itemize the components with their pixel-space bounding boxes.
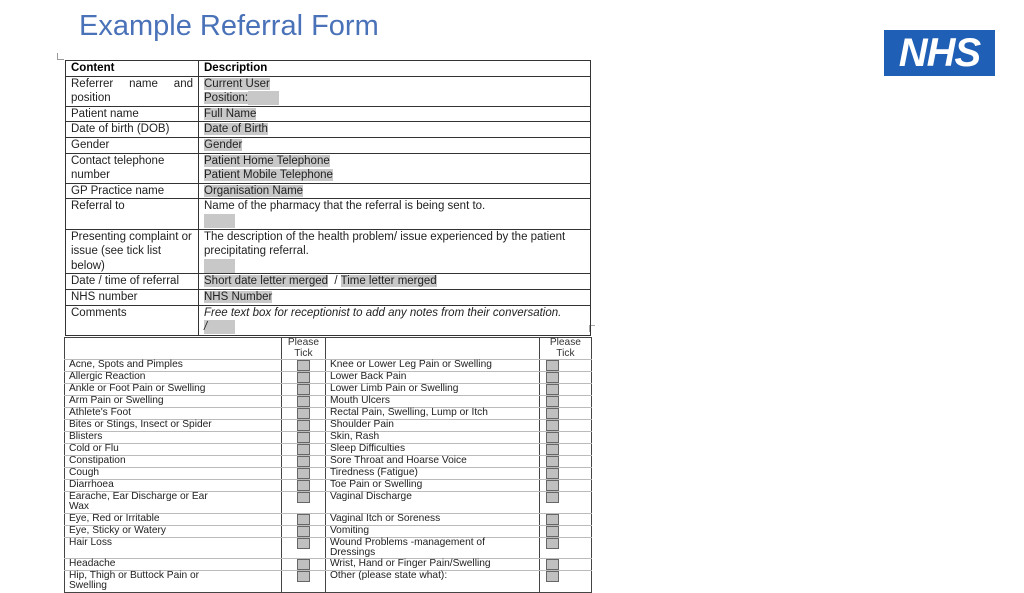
header-description: Description [199,61,591,77]
row-label: Contact telephone number [66,153,199,183]
tick-list-row [65,384,592,396]
condition-label: Wrist, Hand or Finger Pain/Swelling [325,559,539,571]
comments-description: Free text box for receptionist to add any notes from their conversation. [204,306,562,319]
row-label: Referrer name and position [66,76,199,106]
referral-details-table [65,60,591,336]
tick-checkbox[interactable] [546,420,559,431]
presenting-complaint-description: The description of the health problem/ issue experienced by the patient precipitating referral. [204,230,566,258]
tick-checkbox[interactable] [546,526,559,537]
row-label: Referral to [66,199,199,229]
condition-label: Vomiting [325,525,539,537]
table-row [66,289,591,305]
tick-checkbox[interactable] [297,538,310,549]
tick-list-row [65,525,592,537]
condition-label: Other (please state what): [325,571,539,593]
tick-checkbox[interactable] [546,408,559,419]
merge-field-position-label: Position: [204,92,249,105]
left-condition-header [65,338,282,360]
row-label: Presenting complaint or issue (see tick list below) [66,229,199,274]
tick-checkbox[interactable] [297,526,310,537]
merge-field-short-date[interactable]: Short date letter merged [204,275,329,288]
comments-text-box[interactable] [204,320,235,334]
date-time-separator: / [334,275,338,288]
condition-label: Athlete's Foot [65,408,282,420]
row-value [199,229,591,274]
nhs-logo [884,30,995,76]
slide-title: Example Referral Form [79,10,379,42]
table-row [66,183,591,199]
tick-list-row [65,468,592,480]
row-value [199,183,591,199]
referral-to-description: Name of the pharmacy that the referral is being sent to. [204,200,486,213]
condition-label: Ankle or Foot Pain or Swelling [65,384,282,396]
tick-list-row [65,444,592,456]
condition-label: Diarrhoea [65,480,282,492]
table-anchor-icon [57,53,64,60]
merge-field-mobile-telephone[interactable]: Patient Mobile Telephone [204,169,333,182]
tick-checkbox[interactable] [546,468,559,479]
tick-checkbox[interactable] [297,420,310,431]
row-value [199,274,591,290]
left-tick-header: Please Tick [281,338,325,360]
condition-label: Skin, Rash [325,432,539,444]
condition-label: Acne, Spots and Pimples [65,360,282,372]
tick-checkbox[interactable] [546,480,559,491]
tick-list-row [65,372,592,384]
merge-field-complaint[interactable] [204,259,235,273]
tick-checkbox[interactable] [297,396,310,407]
tick-checkbox[interactable] [297,480,310,491]
row-value [199,289,591,305]
row-value [199,199,591,229]
tick-checkbox[interactable] [546,514,559,525]
tick-checkbox[interactable] [546,360,559,371]
tick-checkbox[interactable] [297,514,310,525]
table-row [66,229,591,274]
condition-label: Lower Back Pain [325,372,539,384]
condition-label: Arm Pain or Swelling [65,396,282,408]
condition-label: Blisters [65,432,282,444]
condition-label: Shoulder Pain [325,420,539,432]
row-label: Date / time of referral [66,274,199,290]
right-tick-header: Please Tick [539,338,591,360]
tick-checkbox[interactable] [546,538,559,549]
tick-checkbox[interactable] [297,571,310,582]
condition-label: Hip, Thigh or Buttock Pain or Swelling [65,571,282,593]
row-label: Gender [66,137,199,153]
table-row [66,137,591,153]
row-value [199,153,591,183]
condition-label: Earache, Ear Discharge or Ear Wax [65,492,282,514]
tick-checkbox[interactable] [297,456,310,467]
condition-label: Sleep Difficulties [325,444,539,456]
tick-checkbox[interactable] [546,372,559,383]
tick-checkbox[interactable] [297,468,310,479]
tick-list-row [65,408,592,420]
tick-checkbox[interactable] [297,444,310,455]
presenting-complaint-tick-list [64,337,592,593]
row-value [199,106,591,122]
condition-label: Constipation [65,456,282,468]
condition-label: Mouth Ulcers [325,396,539,408]
tick-checkbox[interactable] [297,432,310,443]
tick-checkbox[interactable] [297,384,310,395]
condition-label: Headache [65,559,282,571]
merge-field-position[interactable] [248,91,279,105]
row-label: Patient name [66,106,199,122]
right-condition-header [325,338,539,360]
row-label: Date of birth (DOB) [66,122,199,138]
row-value [199,122,591,138]
tick-checkbox[interactable] [297,360,310,371]
tick-list-row [65,492,592,514]
table-header-row [66,61,591,77]
tick-checkbox[interactable] [546,432,559,443]
tick-list-row [65,456,592,468]
row-label: Comments [66,305,199,335]
tick-list-row [65,360,592,372]
table-row [66,305,591,335]
condition-label: Wound Problems -management of Dressings [325,537,539,559]
merge-field-organisation-name[interactable]: Organisation Name [204,184,304,197]
row-label: NHS number [66,289,199,305]
condition-label: Allergic Reaction [65,372,282,384]
tick-checkbox[interactable] [297,372,310,383]
tick-checkbox[interactable] [297,559,310,570]
condition-label: Toe Pain or Swelling [325,480,539,492]
tick-list-row [65,480,592,492]
merge-field-gender[interactable]: Gender [204,138,243,151]
tick-checkbox[interactable] [546,571,559,582]
tick-checkbox[interactable] [297,492,310,503]
condition-label: Vaginal Itch or Soreness [325,513,539,525]
tick-checkbox[interactable] [546,444,559,455]
row-value [199,137,591,153]
tick-list-row [65,559,592,571]
header-content: Content [66,61,199,77]
row-label: GP Practice name [66,183,199,199]
tick-list-header-row [65,338,592,360]
table-row [66,122,591,138]
text-cursor: / [204,321,208,334]
tick-checkbox[interactable] [546,456,559,467]
merge-field-dob[interactable]: Date of Birth [204,123,268,136]
nhs-logo-text: NHS [898,31,981,75]
tick-checkbox[interactable] [546,396,559,407]
merge-field-current-user[interactable]: Current User [204,77,270,90]
table-row [66,199,591,229]
condition-label: Sore Throat and Hoarse Voice [325,456,539,468]
tick-list-row [65,396,592,408]
condition-label: Knee or Lower Leg Pain or Swelling [325,360,539,372]
tick-list-row [65,513,592,525]
row-value [199,76,591,106]
tick-checkbox[interactable] [297,408,310,419]
condition-label: Eye, Sticky or Watery [65,525,282,537]
merge-field-pharmacy[interactable] [204,214,235,228]
merge-field-home-telephone[interactable]: Patient Home Telephone [204,154,330,167]
condition-label: Hair Loss [65,537,282,559]
table-row [66,76,591,106]
condition-label: Vaginal Discharge [325,492,539,514]
tick-list-row [65,432,592,444]
tick-list-row [65,420,592,432]
condition-label: Cold or Flu [65,444,282,456]
condition-label: Tiredness (Fatigue) [325,468,539,480]
merge-field-time[interactable]: Time letter merged [340,275,437,288]
tick-list-row [65,537,592,559]
row-value [199,305,591,335]
condition-label: Eye, Red or Irritable [65,513,282,525]
condition-label: Cough [65,468,282,480]
table-row [66,274,591,290]
merge-field-nhs-number[interactable]: NHS Number [204,290,273,303]
condition-label: Lower Limb Pain or Swelling [325,384,539,396]
tick-list-row [65,571,592,593]
table-row [66,153,591,183]
condition-label: Rectal Pain, Swelling, Lump or Itch [325,408,539,420]
table-row [66,106,591,122]
tick-checkbox[interactable] [546,492,559,503]
tick-checkbox[interactable] [546,384,559,395]
condition-label: Bites or Stings, Insect or Spider [65,420,282,432]
tick-checkbox[interactable] [546,559,559,570]
merge-field-full-name[interactable]: Full Name [204,107,257,120]
